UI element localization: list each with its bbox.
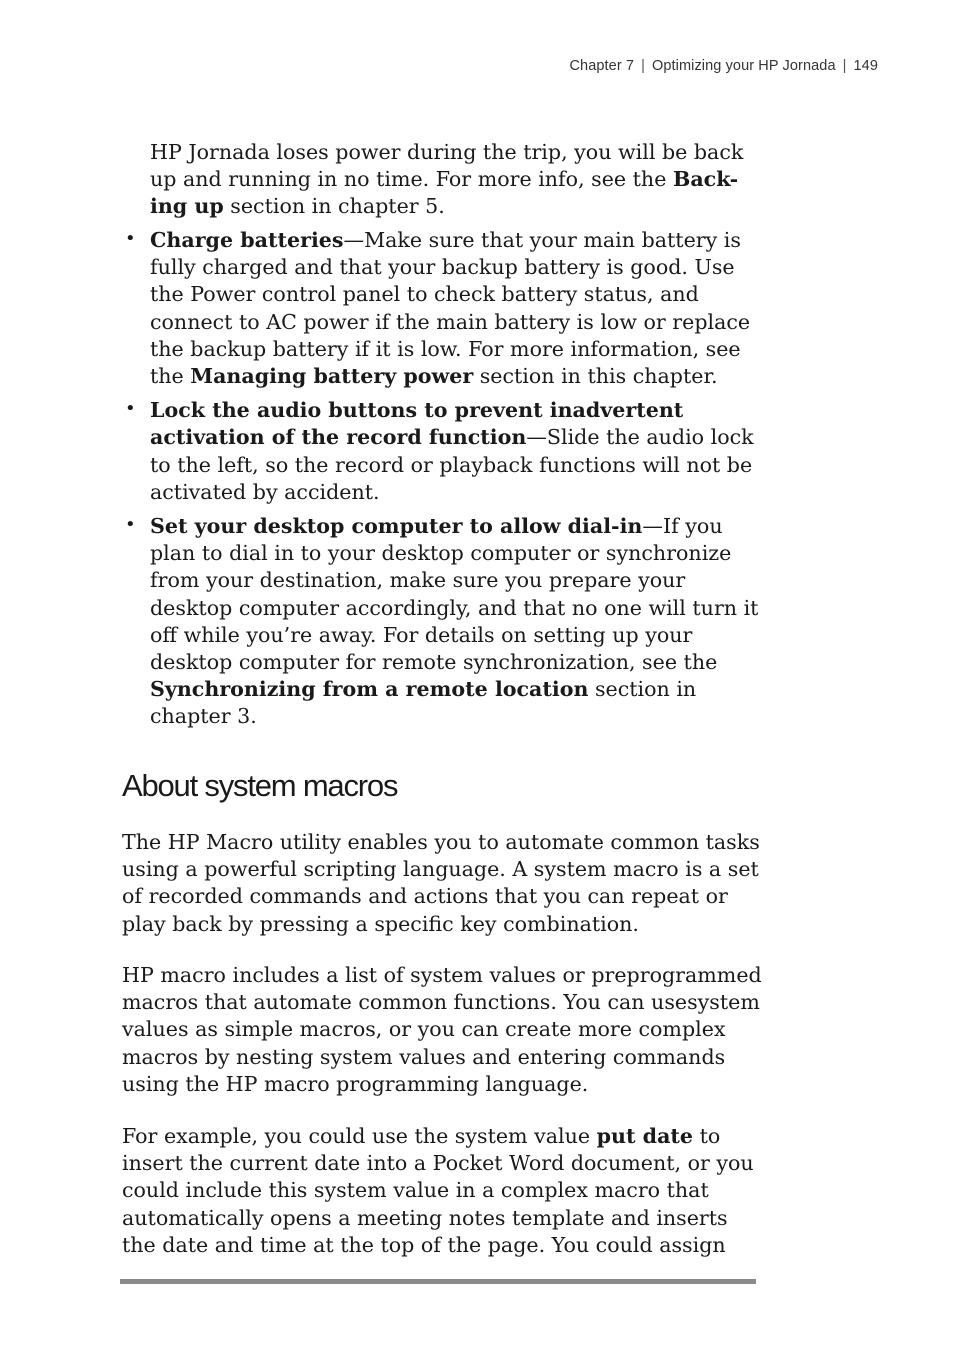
- header-chapter: Chapter 7: [569, 58, 635, 74]
- bullet-icon: •: [125, 398, 136, 420]
- list-item: [125, 513, 760, 731]
- footer-rule: [120, 1279, 756, 1284]
- continued-text-end: section in chapter 5.: [223, 194, 445, 219]
- header-separator: |: [842, 58, 847, 74]
- running-header: [569, 58, 878, 74]
- continued-text: HP Jornada loses power during the trip, you will be back up and running in no time. For more info, see the: [150, 140, 744, 192]
- bullet-bold-ref: Managing battery power: [190, 364, 474, 389]
- bullet-text: —If you plan to dial in to your desktop computer or synchronize from your destination, make sure you prepare your desktop computer accordingly, and that no one will turn it off while you’re away. For details on setting up your desktop computer for remote synchronization, see the: [150, 514, 759, 675]
- paragraph-intro: The HP Macro utility enables you to automate common tasks using a powerful scripting language. A system macro is a set of recorded commands and actions that you can repeat or play back by pressing a specific key combination.: [122, 830, 760, 936]
- continued-paragraph: [150, 139, 760, 221]
- list-item: [125, 397, 760, 506]
- section-heading: About system macros: [122, 768, 398, 803]
- example-text-end: to insert the current date into a Pocket Word document, or you could include this system value in a complex macro that automatically opens a meeting notes template and inserts the date and time at the top of the page. You could assign: [122, 1124, 754, 1257]
- paragraph-example: [122, 1123, 762, 1259]
- paragraph-system-values: HP macro includes a list of system values or preprogrammed macros that automate common functions. You can usesystem values as simple macros, or you can create more complex macros by nesting system values and entering commands using the HP macro programming language.: [122, 963, 762, 1096]
- bullet-bold-ref: Synchronizing from a remote location: [150, 677, 589, 702]
- bullet-text: —Slide the audio lock to the left, so the record or playback functions will not be activated by accident.: [150, 425, 754, 504]
- bullet-text: —Make sure that your main battery is fully charged and that your backup battery is good. Use the Power control panel to check battery status, and connect to AC power if the main battery is low or replace the backup battery if it is low. For more information, see the: [150, 228, 751, 389]
- header-title: Optimizing your HP Jornada: [651, 58, 836, 74]
- example-text: For example, you could use the system value: [122, 1124, 597, 1148]
- page-number: 149: [853, 58, 878, 74]
- bullet-lead: Charge batteries: [150, 228, 344, 252]
- example-bold-term: put date: [596, 1124, 694, 1148]
- bullet-lead: Set your desktop computer to allow dial-in: [150, 514, 643, 539]
- bullet-text-end: section in this chapter.: [473, 364, 718, 389]
- header-separator: |: [641, 58, 645, 74]
- bullet-text-end: section in chapter 3.: [150, 677, 697, 729]
- continued-bold-link: Back-ing up: [150, 167, 739, 219]
- bullet-list: [125, 227, 760, 738]
- bullet-lead: Lock the audio buttons to prevent inadvertent activation of the record function: [150, 398, 684, 450]
- bullet-icon: •: [125, 228, 136, 249]
- bullet-icon: •: [125, 514, 136, 536]
- list-item: [125, 227, 760, 390]
